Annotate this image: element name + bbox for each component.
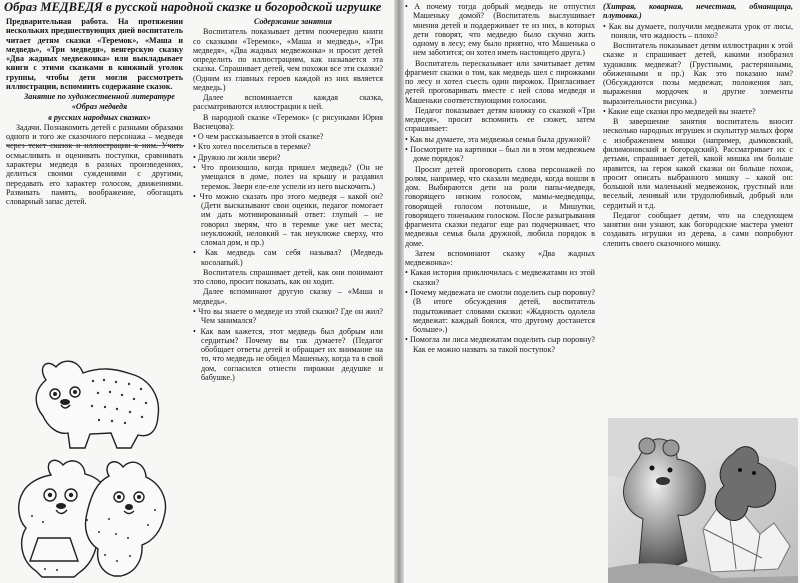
illustration-discussion: Воспитатель показывает детям иллюстрации к этой сказке и спрашивает детей, какими изобразил художник медвежат? (Грустными, растерянными, обиженными и пр.) Как это показано нам? (Обсуждаются позы медвежат, положения лап, выражения мордочек и другие элементы выразительности рисунка.) <box>603 41 793 106</box>
divider-line <box>6 145 184 146</box>
roleplay-text: Просит детей проговорить слова персонажей по ролям, например, что сказали медведи, когда вошли в дом. Выбираются дети на роли папы-медведя, говорящего низким голосом, мамы-медведицы, говорящей голосом потоньше, и Мишутки, говорящего тоненьким голоском. После разыгрывания фрагмента сказки педагог еще раз подчеркивает, что медвежья семья была дружной, любила порядок в доме. <box>405 164 595 248</box>
greedy-bears-intro: Затем вспоминают сказку «Два жадных медвежонка»: <box>405 248 595 268</box>
question-1: • О чем рассказывается в этой сказке? <box>193 132 383 141</box>
question-13: • Почему медвежата не смогли поделить сыр поровну? (В итоге обсуждения детей, воспитатель подытоживает словами сказки: «Жадность одолела медвежат: каждый боялся, что другому достанется больше».) <box>405 288 595 334</box>
lesson-content-title: Содержание занятия <box>254 17 332 26</box>
bear-drawing-icon <box>13 349 181 453</box>
fox-answer: (Хитрая, коварная, нечестная, обманщица, плутовка.) <box>603 2 793 21</box>
tasks-text: Задачи. Познакомить детей с разными образами одного и того же сказочного персонажа – медведя осмысливать и оценивать поступки, сравнивать характеры медведя в разных произведениях, делиться своими суждениями с другими, передавать его характер голосом, движениями. Развивать память, воображение, обогащать словарный запас детей. <box>6 122 183 207</box>
teacher-prompt: Воспитатель спрашивает детей, как они понимают это слово, просит показать, как он ходит. <box>193 267 383 287</box>
question-11: • Посмотрите на картинки – был ли в этом медвежьем доме порядок? <box>405 145 595 164</box>
question-8: • Как вам кажется, этот медведь был добрым или сердитым? Почему вы так думаете? (Педагог обобщает ответы детей и обращает их внимание на то, что медведь не обидел Машеньку, когда та в свой дом, согласился отнести пирожки дедушке и бабушке.) <box>193 327 383 383</box>
right-column-1 <box>405 2 595 355</box>
page-title: Образ МЕДВЕДЯ в русской народной сказке и богородской игрушке <box>4 0 382 14</box>
three-bears-intro: Педагог показывает детям книжку со сказкой «Три медведя», просит вспомнить ее сюжет, затем спрашивает: <box>405 105 595 134</box>
question-3: • Дружно ли жили звери? <box>193 153 383 162</box>
lesson-label: Занятие по художественной литературе <box>24 92 175 102</box>
question-12: • Какая история приключилась с медвежатами из этой сказки? <box>405 268 595 287</box>
question-9: • А почему тогда добрый медведь не отпустил Машеньку домой? (Воспитатель выслушивает мнения детей и поддерживает те из них, в которых дети говорят, что медведю было скучно жить одному в лесу; ему было приятно, что Машенька о нем заботится; он хотел иметь настоящего друга.) <box>405 2 595 58</box>
preliminary-work-text: Предварительная работа. На протяжении нескольких предшествующих дней воспитатель читает детям сказки «Теремок», «Маша и медведь», «Три медведя», венгерскую сказку «Два жадных медвежонка» или выкладывает книги с этими сказками в книжный уголок группы, чтобы дети могли рассмотреть иллюстрации, вспомнить содержание сказок. <box>6 17 183 91</box>
bear-drawing-icon <box>8 450 186 580</box>
question-6: • Как медведь сам себя называл? (Медведь косолапый.) <box>193 248 383 267</box>
question-14: • Помогла ли лиса медвежатам поделить сыр поровну? Как ее можно назвать за такой поступок? <box>405 335 595 354</box>
lesson-title-line-2: в русских народных сказках» <box>48 112 151 122</box>
right-page <box>402 0 800 583</box>
question-16: • Какие еще сказки про медведей вы знаете? <box>603 107 793 116</box>
question-10: • Как вы думаете, эта медвежья семья была дружной? <box>405 135 595 144</box>
lesson-title-line-1: «Образ медведя <box>71 102 128 112</box>
teremok-intro: В народной сказке «Теремок» (с рисунками Юрия Васнецова): <box>193 112 383 131</box>
question-7: • Что вы знаете о медведе из этой сказки? Где он жил? Чем занимался? <box>193 307 383 326</box>
conclusion: В завершение занятия воспитатель вносит несколько народных игрушек и скульптур малых форм с изображением мишки (например, дымковский, филимоновский и богородский). Рассматривает их с детьми, спрашивает детей, какой мишка им больше нравится, на героя какой сказки он больше похож, просит описать выбранного мишку – какой он: большой или маленький медвежонок, грустный или веселый, ленивый или трудолюбивый, добрый или сердитый и т.д. <box>603 117 793 210</box>
question-15: • Как вы думаете, получили медвежата урок от лисы, поняли, что жадность – плохо? <box>603 22 793 41</box>
question-2: • Кто хотел поселиться в теремке? <box>193 142 383 151</box>
left-column-2 <box>193 17 383 383</box>
left-column-1 <box>6 17 183 207</box>
question-4: • Что произошло, когда пришел медведь? (Он не умещался в доме, полез на крышу и раздавил теремок. Звери еле-еле успели из него выскочить.) <box>193 163 383 191</box>
lesson-intro: Воспитатель показывает детям поочередно книги со сказками «Теремок», «Маша и медведь», «Три медведя», «Два жадных медвежонка» и просит детей определить по иллюстрациям, как называется эта сказка. Спрашивает детей, чем похожи все эти сказки? (Одним из главных героев каждой из них является медведь.) <box>193 27 383 92</box>
teacher-retelling: Воспитатель пересказывает или зачитывает детям фрагмент сказки о том, как медведь шел с пирожками по лесу и хотел съесть один пирожок. Пригласивает детей проговаривать вместе с ней слова медведя и Машеньки соответствующими голосами. <box>405 58 595 105</box>
next-lesson: Педагог сообщает детям, что на следующем занятии они узнают, как богородские мастера умеют создавать игрушки из дерева, а сами попробуют слепить своего сказочного мишку. <box>603 210 793 248</box>
story-recall: Далее вспоминается каждая сказка, рассматриваются иллюстрации к ней. <box>193 93 383 112</box>
left-page <box>0 0 396 583</box>
wooden-bear-toy-photo-icon <box>608 418 798 583</box>
question-5: • Что можно сказать про этого медведя – какой он? (Дети высказывают свои оценки, педагог помогает им дать мотивированный ответ: глупый – не говорил зверям, что в теремке уже нет места; неуклюжий, неловкий – так неуклюже сверху, что сломал дом, и пр.) <box>193 192 383 248</box>
right-column-2 <box>603 2 793 249</box>
next-story: Далее вспоминают другую сказку – «Маша и медведь». <box>193 287 383 306</box>
